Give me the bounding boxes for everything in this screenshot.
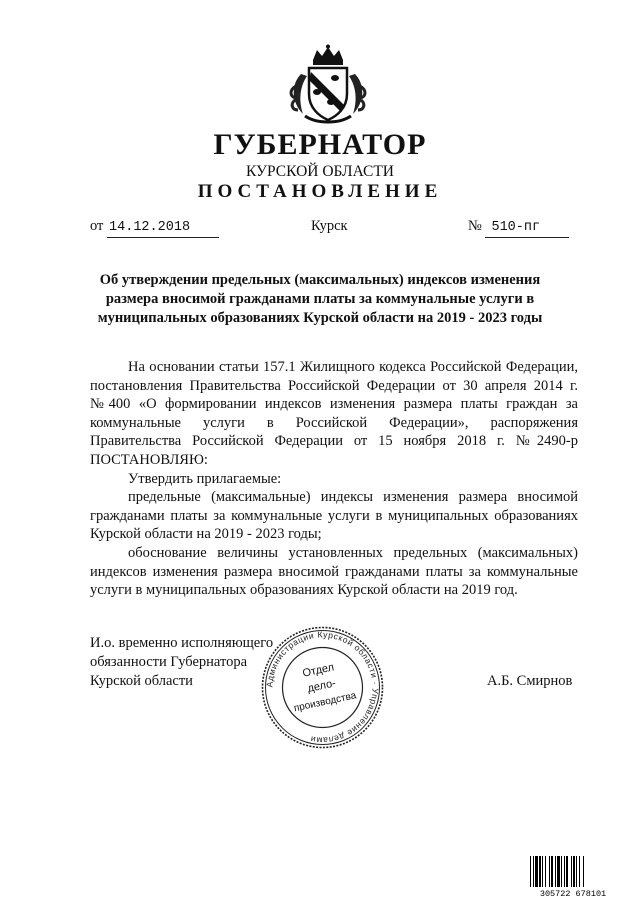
barcode-bar: [564, 856, 565, 887]
barcode-bar: [533, 856, 534, 887]
stamp-center-line: дело-: [306, 677, 337, 695]
stamp-center-line: производства: [292, 690, 358, 715]
barcode-bar: [555, 856, 556, 887]
barcode: [528, 855, 618, 897]
date-field: [90, 217, 219, 238]
barcode-bar: [583, 856, 584, 887]
body-paragraph-indices: предельные (максимальные) индексы изменения размера вносимой гражданами платы за коммунальные услуги в муниципальных образованиях Курской области на 2019 - 2023 годы;: [90, 489, 578, 543]
date-prefix: от: [90, 218, 104, 234]
heading-line: Об утверждении предельных (максимальных) индексов изменения: [99, 272, 541, 288]
document-issuer-title: ГУБЕРНАТОР: [213, 128, 427, 161]
signatory-line: Курской области: [90, 673, 193, 689]
signatory-line: И.о. временно исполняющего: [90, 635, 274, 651]
barcode-bar: [579, 856, 580, 887]
barcode-bar: [549, 856, 550, 887]
document-heading: [0, 271, 640, 328]
body-paragraph-justification: обоснование величины установленных предельных (максимальных) индексов изменения размера вносимой гражданами платы за коммунальные услуги в муниципальных образованиях Курской области на 2019 год.: [90, 544, 578, 599]
document-number: 510-пг: [485, 219, 569, 238]
barcode-bar: [539, 856, 541, 887]
issuer-region: КУРСКОЙ ОБЛАСТИ: [245, 163, 394, 180]
barcode-bar: [557, 856, 560, 887]
document-city: Курск: [311, 218, 348, 234]
heading-line: размера вносимой гражданами платы за коммунальные услуги в: [105, 291, 535, 307]
barcode-bar: [530, 856, 531, 887]
barcode-bar: [542, 856, 543, 887]
signatory-name: А.Б. Смирнов: [487, 673, 573, 689]
barcode-bar: [573, 856, 575, 887]
barcode-bar: [545, 856, 546, 887]
barcode-bar: [566, 856, 568, 887]
barcode-bar: [561, 856, 562, 887]
stamp-ring-text: Администрации Курской области · Управление делами: [264, 629, 381, 746]
number-prefix: №: [468, 218, 482, 234]
barcode-bar: [535, 856, 538, 887]
office-stamp: [260, 625, 385, 750]
document-type: ПОСТАНОВЛЕНИЕ: [197, 181, 443, 202]
document-date: 14.12.2018: [107, 219, 219, 238]
number-field: [468, 217, 569, 238]
document-body: [90, 358, 578, 600]
barcode-bar: [551, 856, 553, 887]
barcode-digits: 305722 678101: [539, 889, 607, 897]
barcode-bar: [571, 856, 572, 887]
signatory-line: обязанности Губернатора: [90, 654, 248, 670]
body-paragraph-approve: Утвердить прилагаемые:: [128, 470, 282, 487]
body-paragraph-basis: На основании статьи 157.1 Жилищного кодекса Российской Федерации, постановления Правительства Российской Федерации от 30 апреля 2014 г. №400 «О формировании индексов изменения размера платы граждан за коммунальные услуги в Российской Федерации», распоряжения Правительства Российской Федерации от 15 ноября 2018 г. №2490-р ПОСТАНОВЛЯЮ:: [90, 359, 578, 468]
stamp-center-line: Отдел: [301, 661, 336, 680]
coat-of-arms-emblem: [287, 44, 369, 126]
barcode-bar: [576, 856, 577, 887]
heading-line: муниципальных образованиях Курской области на 2019 - 2023 годы: [97, 310, 543, 326]
